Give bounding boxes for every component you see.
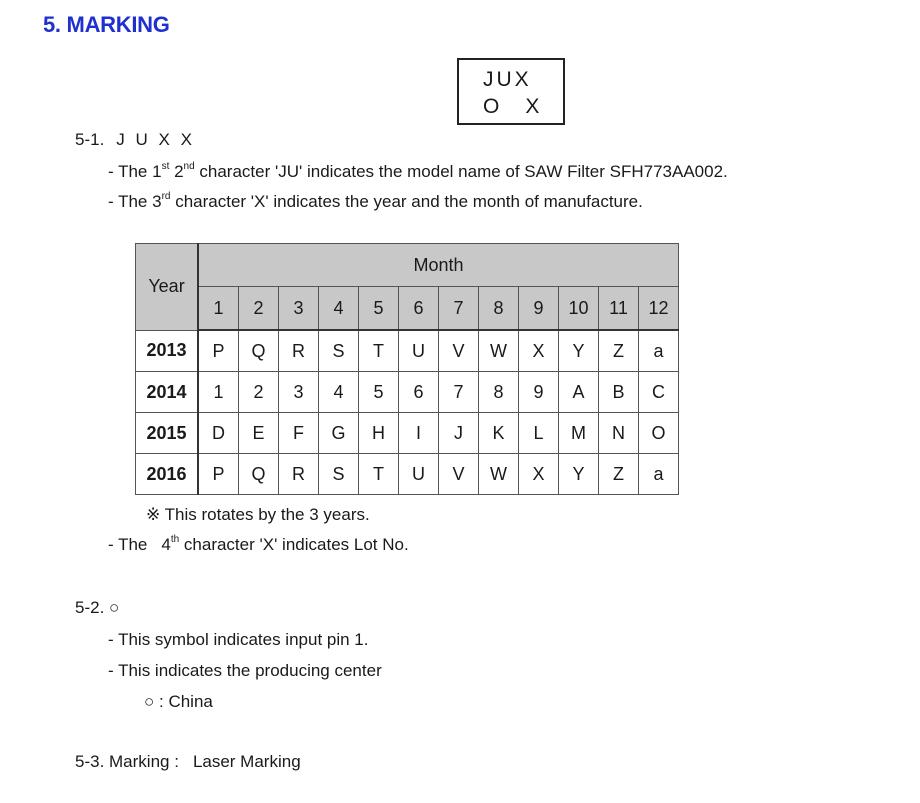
code-cell: X bbox=[519, 330, 559, 372]
code-cell: a bbox=[639, 454, 679, 495]
code-cell: M bbox=[559, 413, 599, 454]
year-cell: 2014 bbox=[136, 372, 199, 413]
subsection-5-1-heading bbox=[75, 130, 195, 150]
subsection-5-3-heading bbox=[75, 752, 301, 772]
code-cell: O bbox=[639, 413, 679, 454]
year-cell: 2015 bbox=[136, 413, 199, 454]
code-cell: U bbox=[399, 330, 439, 372]
code-cell: E bbox=[239, 413, 279, 454]
month-header: 8 bbox=[479, 287, 519, 331]
producing-center-china: ○ : China bbox=[144, 692, 213, 711]
code-cell: 4 bbox=[319, 372, 359, 413]
year-month-code-table bbox=[135, 243, 679, 495]
code-cell: U bbox=[399, 454, 439, 495]
code-cell: W bbox=[479, 454, 519, 495]
subsection-number: 5-2. bbox=[75, 598, 105, 617]
year-column-header: Year bbox=[136, 244, 199, 331]
section-title: 5. MARKING bbox=[43, 12, 170, 37]
code-cell: K bbox=[479, 413, 519, 454]
code-cell: R bbox=[279, 454, 319, 495]
marking-method-value: Laser Marking bbox=[192, 752, 301, 771]
code-cell: S bbox=[319, 454, 359, 495]
subsection-number: 5-1. bbox=[75, 130, 105, 149]
table-row bbox=[136, 372, 679, 413]
description-input-pin: - This symbol indicates input pin 1. bbox=[108, 630, 369, 649]
month-header: 3 bbox=[279, 287, 319, 331]
month-header: 4 bbox=[319, 287, 359, 331]
table-row bbox=[136, 413, 679, 454]
month-header: 2 bbox=[239, 287, 279, 331]
description-producing-center: - This indicates the producing center bbox=[108, 661, 382, 680]
code-cell: Q bbox=[239, 330, 279, 372]
code-cell: 2 bbox=[239, 372, 279, 413]
month-header: 7 bbox=[439, 287, 479, 331]
code-cell: T bbox=[359, 330, 399, 372]
code-cell: 5 bbox=[359, 372, 399, 413]
code-cell: 8 bbox=[479, 372, 519, 413]
description-lot-number: - The 4th character 'X' indicates Lot No. bbox=[108, 534, 409, 554]
subsection-5-2-heading bbox=[75, 598, 119, 618]
month-group-header: Month bbox=[198, 244, 679, 287]
marking-diagram-box bbox=[457, 58, 565, 125]
code-cell: 9 bbox=[519, 372, 559, 413]
marking-lot-char: X bbox=[525, 95, 540, 118]
code-cell: N bbox=[599, 413, 639, 454]
code-cell: G bbox=[319, 413, 359, 454]
month-header: 9 bbox=[519, 287, 559, 331]
year-cell: 2016 bbox=[136, 454, 199, 495]
month-header: 12 bbox=[639, 287, 679, 331]
code-cell: W bbox=[479, 330, 519, 372]
code-cell: V bbox=[439, 330, 479, 372]
code-cell: Y bbox=[559, 330, 599, 372]
code-cell: V bbox=[439, 454, 479, 495]
code-cell: 7 bbox=[439, 372, 479, 413]
year-cell: 2013 bbox=[136, 330, 199, 372]
marking-line-1: JUX bbox=[483, 68, 532, 91]
code-cell: P bbox=[198, 330, 239, 372]
code-cell: 6 bbox=[399, 372, 439, 413]
code-cell: I bbox=[399, 413, 439, 454]
code-cell: X bbox=[519, 454, 559, 495]
marking-circle-symbol: O bbox=[483, 95, 500, 118]
code-cell: Y bbox=[559, 454, 599, 495]
month-header: 11 bbox=[599, 287, 639, 331]
table-row bbox=[136, 454, 679, 495]
marking-line-2 bbox=[483, 95, 539, 119]
code-cell: B bbox=[599, 372, 639, 413]
marking-code: J U X X bbox=[116, 130, 195, 149]
code-cell: Z bbox=[599, 330, 639, 372]
code-cell: Q bbox=[239, 454, 279, 495]
code-cell: F bbox=[279, 413, 319, 454]
month-header: 5 bbox=[359, 287, 399, 331]
code-cell: R bbox=[279, 330, 319, 372]
month-header: 1 bbox=[198, 287, 239, 331]
code-cell: L bbox=[519, 413, 559, 454]
month-header: 10 bbox=[559, 287, 599, 331]
code-cell: 3 bbox=[279, 372, 319, 413]
table-row bbox=[136, 330, 679, 372]
code-cell: H bbox=[359, 413, 399, 454]
circle-symbol-icon: ○ bbox=[109, 598, 120, 617]
description-year-month: - The 3rd character 'X' indicates the year and the month of manufacture. bbox=[108, 191, 643, 211]
code-cell: D bbox=[198, 413, 239, 454]
code-cell: Z bbox=[599, 454, 639, 495]
code-cell: P bbox=[198, 454, 239, 495]
code-cell: 1 bbox=[198, 372, 239, 413]
code-cell: A bbox=[559, 372, 599, 413]
code-cell: T bbox=[359, 454, 399, 495]
month-header: 6 bbox=[399, 287, 439, 331]
code-cell: S bbox=[319, 330, 359, 372]
description-model-name: - The 1st 2nd character 'JU' indicates the model name of SAW Filter SFH773AA002. bbox=[108, 161, 728, 181]
marking-method-label: 5-3. Marking : bbox=[75, 752, 179, 771]
rotation-note: ※ This rotates by the 3 years. bbox=[146, 505, 370, 524]
code-cell: a bbox=[639, 330, 679, 372]
code-cell: C bbox=[639, 372, 679, 413]
code-cell: J bbox=[439, 413, 479, 454]
